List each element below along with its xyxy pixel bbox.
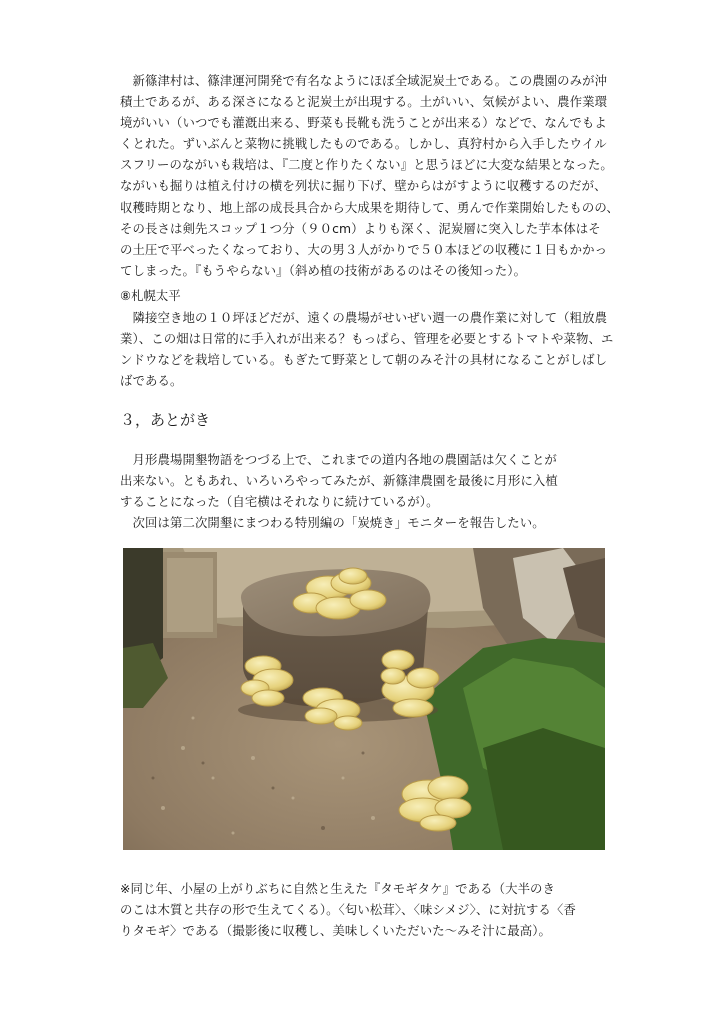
text-line: その長さは剣先スコップ１つ分（９０cm）よりも深く、泥炭層に突入した芋本体はそ	[120, 220, 601, 236]
text-line: 隣接空き地の１０坪ほどだが、遠くの農場がせいぜい週一の農作業に対して（粗放農	[120, 310, 608, 325]
text-line: スフリーのながいも栽培は、『二度と作りたくない』と思うほどに大変な結果となった。	[120, 157, 613, 173]
text-line: のこは木質と共存の形で生えてくる）。〈匂い松茸〉、〈味シメジ〉、に対抗する〈香	[120, 902, 576, 918]
paragraph-shinshinotsu-farm	[120, 70, 619, 281]
section-heading-afterword: ３，あとがき	[120, 411, 211, 429]
photo-caption	[120, 878, 610, 941]
text-line: てしまった。『もうやらない』（斜め植の技術があるのはその後知った）。	[120, 262, 527, 278]
subheading-sapporo-taihei: ⑧札幌太平	[120, 288, 181, 303]
text-line: 出来ない。ともあれ、いろいろやってみたが、新篠津農園を最後に月形に入植	[120, 473, 558, 489]
mushroom-photo	[123, 548, 605, 850]
text-line: ンドウなどを栽培している。もぎたて野菜として朝のみそ汁の具材になることがしばし	[120, 352, 608, 368]
text-line: くとれた。ずいぶんと菜物に挑戦したものである。しかし、真狩村から入手したウイル	[120, 136, 607, 152]
text-line: ばである。	[120, 373, 183, 389]
text-line: りタモギ〉である（撮影後に収穫し、美味しくいただいた～みそ汁に最高）。	[120, 923, 551, 939]
text-line: することになった（自宅横はそれなりに続けているが）。	[120, 494, 439, 510]
paragraph-afterword	[120, 449, 610, 533]
text-line: 積土であるが、ある深さになると泥炭土が出現する。土がいい、気候がよい、農作業環	[120, 94, 608, 110]
text-line: ※同じ年、小屋の上がりぶちに自然と生えた『タモギタケ』である（大半のき	[120, 881, 556, 896]
text-line: 月形農場開墾物語をつづる上で、これまでの道内各地の農園話は欠くことが	[120, 452, 557, 467]
text-line: 次回は第二次開墾にまつわる特別編の「炭焼き」モニターを報告したい。	[120, 515, 545, 531]
text-line: 収穫時期となり、地上部の成長具合から大成果を期待して、勇んで作業開始したものの、	[120, 199, 619, 215]
text-line: ながいも掘りは植え付けの横を列状に掘り下げ、壁からはがすように収穫するのだが、	[120, 178, 607, 194]
text-line: 境がいい（いつでも灌漑出来る、野菜も長靴も洗うことが出来る）などで、なんでもよ	[120, 115, 607, 131]
text-line: の土圧で平べったくなっており、大の男３人がかりで５０本ほどの収穫に１日もかかっ	[120, 241, 608, 257]
text-line: 業）、この畑は日常的に手入れが出来る？もっぱら、管理を必要とするトマトや菜物、エ	[120, 331, 614, 347]
paragraph-sapporo-taihei	[120, 307, 614, 391]
text-line: 新篠津村は、篠津運河開発で有名なようにほぼ全域泥炭土である。この農園のみが沖	[120, 73, 608, 88]
